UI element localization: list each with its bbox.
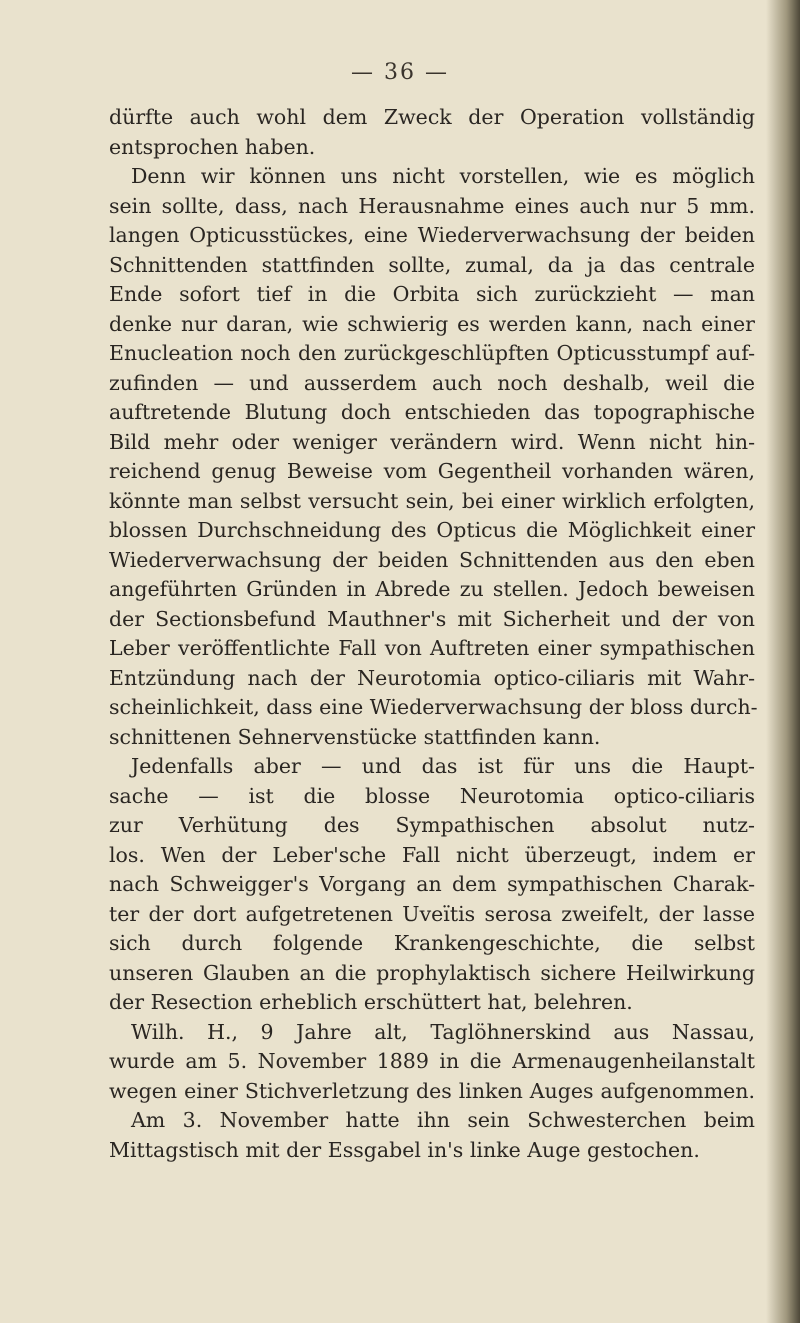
text-line: Entzündung nach der Neurotomia optico-ciliaris mit Wahr-: [109, 665, 755, 690]
page-edge-shadow: [766, 0, 800, 1323]
text-line: Bild mehr oder weniger verändern wird. Wenn nicht hin-: [109, 429, 755, 454]
body-text: [109, 103, 758, 1165]
text-line: auftretende Blutung doch entschieden das topographische: [109, 400, 755, 424]
text-line: sache — ist die blosse Neurotomia optico-ciliaris: [109, 783, 755, 808]
text-line: könnte man selbst versucht sein, bei einer wirklich erfolgten,: [109, 488, 755, 513]
text-line: schnittenen Sehnervenstücke stattfinden kann.: [109, 724, 601, 749]
text-line: angeführten Gründen in Abrede zu stellen. Jedoch beweisen: [109, 577, 755, 601]
text-line: unseren Glauben an die prophylaktisch sichere Heilwirkung: [109, 960, 755, 985]
text-line: der Resection erheblich erschüttert hat, belehren.: [109, 990, 633, 1014]
text-line: Jedenfalls aber — und das ist für uns die Haupt-: [131, 754, 755, 778]
text-line: sein sollte, dass, nach Herausnahme eines auch nur 5 mm.: [109, 193, 755, 218]
text-line: Wiederverwachsung der beiden Schnittenden aus den eben: [109, 547, 755, 572]
text-line: Mittagstisch mit der Essgabel in's linke Auge gestochen.: [109, 1137, 700, 1162]
text-line: Am 3. November hatte ihn sein Schwesterchen beim: [131, 1108, 755, 1132]
text-line: nach Schweigger's Vorgang an dem sympathischen Charak-: [109, 872, 755, 896]
text-line: Leber veröffentlichte Fall von Auftreten einer sympathischen: [109, 636, 755, 660]
text-line: dürfte auch wohl dem Zweck der Operation vollständig: [109, 105, 755, 129]
text-line: zufinden — und ausserdem auch noch deshalb, weil die: [109, 370, 755, 395]
text-line: denke nur daran, wie schwierig es werden kann, nach einer: [109, 311, 755, 336]
text-line: der Sectionsbefund Mauthner's mit Sicherheit und der von: [109, 606, 755, 631]
text-line: zur Verhütung des Sympathischen absolut nutz-: [109, 813, 755, 837]
text-line: Wilh. H., 9 Jahre alt, Taglöhnerskind aus Nassau,: [131, 1019, 755, 1044]
text-line: wurde am 5. November 1889 in die Armenaugenheilanstalt: [109, 1049, 755, 1073]
text-line: blossen Durchschneidung des Opticus die Möglichkeit einer: [109, 518, 755, 542]
text-line: wegen einer Stichverletzung des linken Auges aufgenommen.: [109, 1078, 755, 1103]
text-line: Denn wir können uns nicht vorstellen, wie es möglich: [131, 164, 755, 188]
text-line: reichend genug Beweise vom Gegentheil vorhanden wären,: [109, 459, 755, 483]
text-line: Enucleation noch den zurückgeschlüpften Opticusstumpf auf-: [109, 341, 755, 365]
page-number: — 36 —: [351, 60, 449, 85]
text-line: los. Wen der Leber'sche Fall nicht überzeugt, indem er: [109, 842, 755, 867]
text-line: Schnittenden stattfinden sollte, zumal, da ja das centrale: [109, 252, 755, 277]
text-line: sich durch folgende Krankengeschichte, die selbst: [109, 931, 755, 955]
text-line: ter der dort aufgetretenen Uveïtis serosa zweifelt, der lasse: [109, 901, 755, 926]
text-line: langen Opticusstückes, eine Wiederverwachsung der beiden: [109, 223, 755, 247]
text-line: Ende sofort tief in die Orbita sich zurückzieht — man: [109, 282, 755, 306]
text-line: scheinlichkeit, dass eine Wiederverwachsung der bloss durch-: [109, 695, 758, 719]
text-line: entsprochen haben.: [109, 134, 316, 159]
